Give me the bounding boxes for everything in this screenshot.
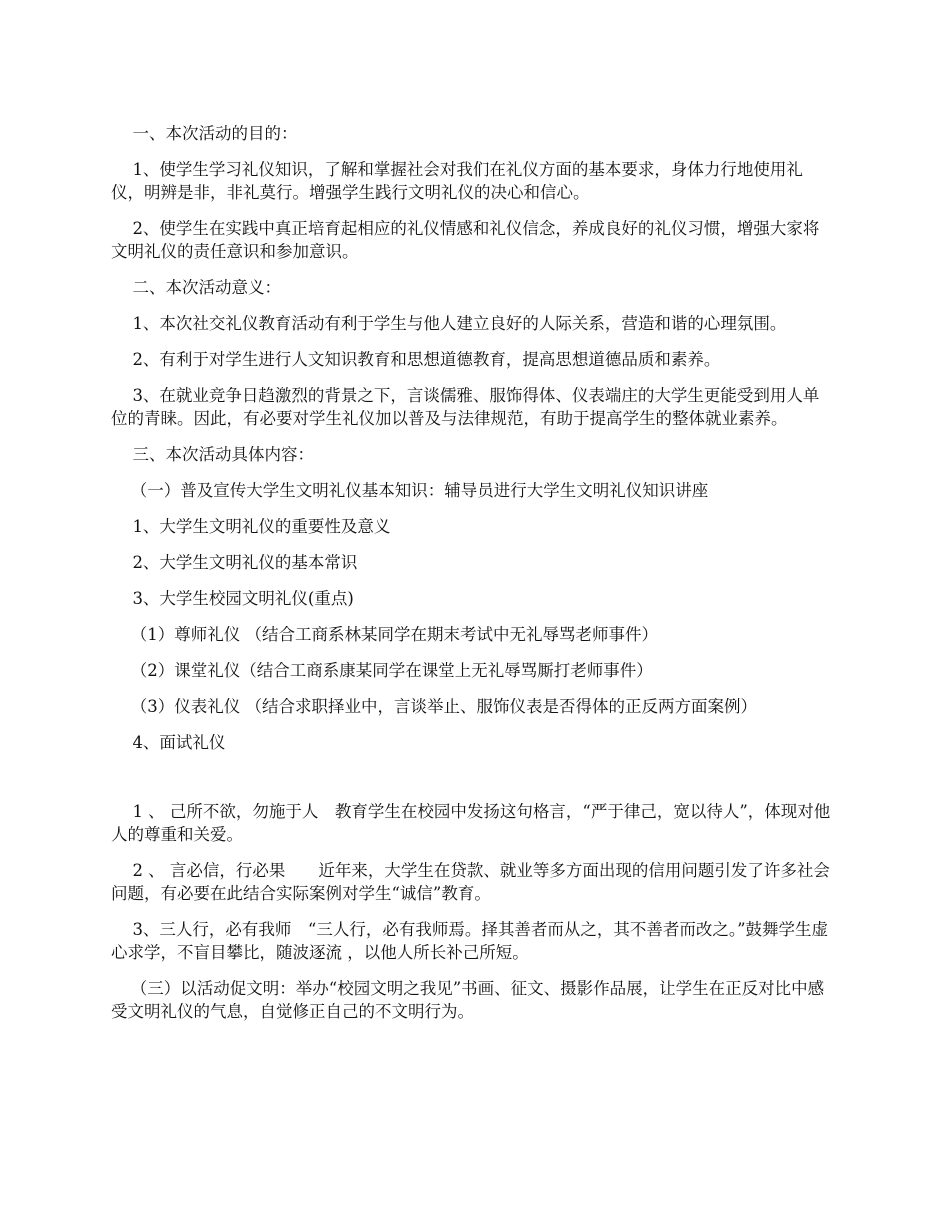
purpose-item-2: 2、使学生在实践中真正培育起相应的礼仪情感和礼仪信念，养成良好的礼仪习惯，增强大家将文明礼仪的责任意识和参加意识。 <box>111 219 820 261</box>
significance-item-2: 2、有利于对学生进行人文知识教育和思想道德教育，提高思想道德品质和素养。 <box>132 350 721 369</box>
document-body <box>111 122 833 1036</box>
content-item-4: 4、面试礼仪 <box>132 733 226 752</box>
motto-item-2: 2 、 言必信，行必果 近年来，大学生在贷款、就业等多方面出现的信用问题引发了许多社会问题，有必要在此结合实际案例对学生“诚信”教育。 <box>111 861 830 903</box>
content-item-1: 1、大学生文明礼仪的重要性及意义 <box>132 517 391 536</box>
section-gap <box>111 767 833 800</box>
content-subitem-2: （2）课堂礼仪（结合工商系康某同学在课堂上无礼辱骂厮打老师事件） <box>130 661 653 680</box>
motto-item-1: 1 、 己所不欲，勿施于人 教育学生在校园中发扬这句格言，“严于律己，宽以待人”，体现对他人的尊重和关爱。 <box>111 802 831 844</box>
significance-item-3: 3、在就业竞争日趋激烈的背景之下，言谈儒雅、服饰得体、仪表端庄的大学生更能受到用人单 位的青睐。因此，有必要对学生礼仪加以普及与法律规范，有助于提高学生的整体就业素养。 <box>111 386 820 428</box>
heading-significance: 二、本次活动意义： <box>132 278 281 297</box>
content-section-1: （一）普及宣传大学生文明礼仪基本知识：辅导员进行大学生文明礼仪知识讲座 <box>130 481 709 500</box>
content-item-3: 3、大学生校园文明礼仪(重点) <box>132 589 354 608</box>
motto-item-3: 3、三人行，必有我师 “三人行，必有我师焉。择其善者而从之，其不善者而改之。”鼓舞学生虚心求学，不盲目攀比，随波逐流 ，以他人所长补己所短。 <box>111 920 829 962</box>
content-subitem-3: （3）仪表礼仪 （结合求职择业中，言谈举止、服饰仪表是否得体的正反两方面案例） <box>130 697 758 716</box>
heading-purpose: 一、本次活动的目的： <box>132 124 298 143</box>
content-subitem-1: （1）尊师礼仪 （结合工商系林某同学在期末考试中无礼辱骂老师事件） <box>130 625 659 644</box>
significance-item-1: 1、本次社交礼仪教育活动有利于学生与他人建立良好的人际关系，营造和谐的心理氛围。 <box>132 314 787 333</box>
purpose-item-1: 1、使学生学习礼仪知识，了解和掌握社会对我们在礼仪方面的基本要求，身体力行地使用礼仪，明辨是非，非礼莫行。增强学生践行文明礼仪的决心和信心。 <box>111 160 803 202</box>
heading-content: 三、本次活动具体内容： <box>132 445 314 464</box>
content-section-3: （三）以活动促文明：举办“校园文明之我见”书画、征文、摄影作品展，让学生在正反对比中感受文明礼仪的气息，自觉修正自己的不文明行为。 <box>111 979 825 1021</box>
content-item-2: 2、大学生文明礼仪的基本常识 <box>132 553 358 572</box>
